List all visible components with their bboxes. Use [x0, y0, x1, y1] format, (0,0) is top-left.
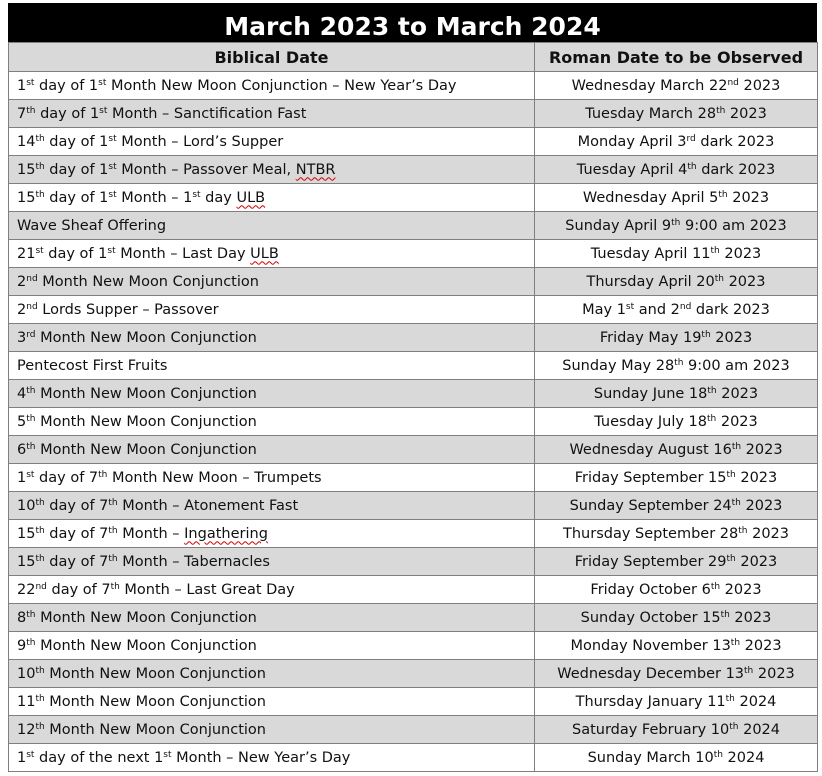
cell-text: Ingathering	[184, 525, 268, 542]
cell-text: day of 1	[43, 245, 108, 262]
ordinal-suffix: th	[714, 273, 724, 284]
biblical-date-cell	[9, 408, 535, 436]
biblical-date-cell	[9, 688, 535, 716]
cell-text: Tuesday April 4	[576, 161, 688, 178]
table-row	[9, 268, 818, 296]
cell-text: Month – Last Day	[115, 245, 251, 262]
ordinal-suffix: th	[35, 161, 45, 172]
roman-date-cell	[535, 380, 818, 408]
ordinal-suffix: th	[35, 189, 45, 200]
cell-text: Month New Moon Conjunction – New Year’s Day	[106, 77, 457, 94]
cell-text: 2023	[741, 441, 783, 458]
biblical-date-cell	[9, 492, 535, 520]
table-row	[9, 632, 818, 660]
table-row	[9, 744, 818, 772]
cell-text: Thursday January 11	[575, 693, 726, 710]
cell-text: Wave Sheaf Offering	[17, 217, 167, 234]
cell-text: Month New Moon Conjunction	[35, 609, 257, 626]
cell-text: 4	[17, 385, 27, 402]
cell-text: day of 7	[44, 553, 109, 570]
cell-text: Friday May 19	[599, 329, 702, 346]
cell-text: dark 2023	[696, 161, 776, 178]
roman-date-cell	[535, 492, 818, 520]
ordinal-suffix: th	[725, 693, 735, 704]
cell-text: 8	[17, 609, 27, 626]
ordinal-suffix: th	[731, 441, 742, 452]
biblical-date-cell	[9, 660, 535, 688]
biblical-date-cell	[9, 632, 535, 660]
ordinal-suffix: th	[108, 497, 118, 508]
ordinal-suffix: th	[35, 525, 45, 536]
biblical-date-cell	[9, 128, 535, 156]
cell-text: Wednesday August 16	[569, 441, 732, 458]
biblical-date-cell	[9, 464, 535, 492]
cell-text: day of 1	[44, 161, 109, 178]
cell-text: day of 7	[44, 497, 109, 514]
cell-text: Friday September 29	[574, 553, 727, 570]
cell-text: 2023	[710, 329, 753, 346]
cell-text: 2023	[735, 553, 778, 570]
ordinal-suffix: th	[726, 469, 736, 480]
biblical-date-cell	[9, 436, 535, 464]
ordinal-suffix: th	[744, 665, 754, 676]
roman-date-cell	[535, 744, 818, 772]
table-row	[9, 72, 818, 100]
cell-text: 2	[17, 273, 27, 290]
cell-text: Sunday June 18	[593, 385, 708, 402]
biblical-date-cell	[9, 380, 535, 408]
biblical-date-cell	[9, 156, 535, 184]
ordinal-suffix: th	[26, 385, 36, 396]
cell-text: Sunday April 9	[565, 217, 672, 234]
table-row	[9, 604, 818, 632]
ordinal-suffix: nd	[26, 301, 38, 312]
cell-text: Thursday April 20	[586, 273, 715, 290]
table-row	[9, 688, 818, 716]
cell-text: 2023	[727, 189, 770, 206]
biblical-date-cell	[9, 352, 535, 380]
ordinal-suffix: th	[98, 469, 108, 480]
cell-text: day of 1	[35, 105, 100, 122]
ordinal-suffix: th	[26, 609, 36, 620]
cell-text: 2023	[753, 665, 795, 682]
biblical-date-cell	[9, 100, 535, 128]
ordinal-suffix: th	[720, 609, 730, 620]
cell-text: Friday October 6	[590, 581, 711, 598]
table-row	[9, 492, 818, 520]
cell-text: Month New Moon Conjunction	[44, 665, 266, 682]
ordinal-suffix: th	[35, 693, 45, 704]
ordinal-suffix: st	[108, 133, 117, 144]
roman-date-cell	[535, 576, 818, 604]
ordinal-suffix: th	[35, 553, 45, 564]
cell-text: 6	[17, 441, 27, 458]
table-row	[9, 156, 818, 184]
cell-text: Monday November 13	[570, 637, 731, 654]
cell-text: Lords Supper – Passover	[37, 301, 219, 318]
cell-text: Month – Lord’s Supper	[116, 133, 284, 150]
ordinal-suffix: th	[701, 329, 711, 340]
cell-text: Tuesday July 18	[594, 413, 707, 430]
ordinal-suffix: st	[35, 245, 44, 256]
cell-text: Friday September 15	[574, 469, 727, 486]
cell-text: 21	[17, 245, 36, 262]
cell-text: 2024	[734, 693, 777, 710]
ordinal-suffix: st	[98, 77, 107, 88]
biblical-date-cell	[9, 72, 535, 100]
ordinal-suffix: th	[674, 357, 684, 368]
cell-text: day of 1	[34, 77, 99, 94]
roman-date-cell	[535, 464, 818, 492]
cell-text: Month –	[117, 525, 185, 542]
ordinal-suffix: th	[710, 581, 721, 592]
table-body	[9, 72, 818, 772]
cell-text: 5	[17, 413, 27, 430]
cell-text: Month New Moon Conjunction	[37, 273, 259, 290]
table-row	[9, 324, 818, 352]
cell-text: day of 1	[44, 189, 109, 206]
cell-text: Month New Moon Conjunction	[35, 413, 257, 430]
table-row	[9, 296, 818, 324]
cell-text: 15	[17, 525, 36, 542]
ordinal-suffix: nd	[679, 301, 692, 312]
cell-text: Month New Moon Conjunction	[44, 721, 266, 738]
cell-text: Monday April 3	[577, 133, 687, 150]
table-row	[9, 100, 818, 128]
ordinal-suffix: th	[729, 721, 739, 732]
cell-text: dark 2023	[695, 133, 775, 150]
ordinal-suffix: th	[687, 161, 697, 172]
ordinal-suffix: th	[707, 385, 717, 396]
ordinal-suffix: th	[713, 749, 723, 760]
ordinal-suffix: th	[108, 525, 118, 536]
cell-text: 10	[17, 665, 36, 682]
roman-date-cell	[535, 352, 818, 380]
cell-text: day of 7	[44, 525, 109, 542]
cell-text: Month – Sanctification Fast	[107, 105, 307, 122]
ordinal-suffix: rd	[686, 133, 696, 144]
roman-date-cell	[535, 296, 818, 324]
cell-text: 1	[17, 469, 27, 486]
cell-text: Month – 1	[116, 189, 193, 206]
cell-text: day of 7	[46, 581, 111, 598]
table-row	[9, 408, 818, 436]
ordinal-suffix: rd	[26, 329, 36, 340]
header-roman-date: Roman Date to be Observed	[535, 43, 818, 72]
cell-text: Wednesday March 22	[571, 77, 728, 94]
cell-text: 2023	[723, 273, 766, 290]
table-row	[9, 548, 818, 576]
table-row	[9, 436, 818, 464]
ordinal-suffix: th	[718, 189, 728, 200]
biblical-date-cell	[9, 240, 535, 268]
biblical-date-cell	[9, 296, 535, 324]
cell-text: 9:00 am 2023	[683, 357, 790, 374]
cell-text: 3	[17, 329, 27, 346]
cell-text: NTBR	[295, 161, 336, 178]
cell-text: Month – Atonement Fast	[117, 497, 299, 514]
cell-text: 9:00 am 2023	[680, 217, 787, 234]
ordinal-suffix: st	[26, 749, 35, 760]
ordinal-suffix: st	[108, 161, 117, 172]
ordinal-suffix: th	[35, 721, 45, 732]
roman-date-cell	[535, 324, 818, 352]
table-row	[9, 240, 818, 268]
cell-text: Wednesday December 13	[557, 665, 745, 682]
cell-text: 2023	[725, 105, 767, 122]
cell-text: Month – Last Great Day	[119, 581, 295, 598]
cell-text: 14	[17, 133, 36, 150]
ordinal-suffix: th	[710, 245, 720, 256]
ordinal-suffix: th	[738, 525, 748, 536]
biblical-date-cell	[9, 184, 535, 212]
cell-text: 2023	[735, 469, 778, 486]
biblical-date-cell	[9, 324, 535, 352]
ordinal-suffix: st	[108, 189, 117, 200]
ordinal-suffix: st	[107, 245, 116, 256]
table-row	[9, 716, 818, 744]
ordinal-suffix: th	[26, 413, 36, 424]
cell-text: Month – Passover Meal,	[116, 161, 296, 178]
ordinal-suffix: nd	[727, 77, 739, 88]
ordinal-suffix: th	[26, 637, 36, 648]
table-row	[9, 380, 818, 408]
ordinal-suffix: th	[26, 441, 36, 452]
biblical-date-cell	[9, 520, 535, 548]
ordinal-suffix: st	[192, 189, 201, 200]
ordinal-suffix: th	[35, 497, 45, 508]
roman-date-cell	[535, 72, 818, 100]
roman-date-cell	[535, 240, 818, 268]
table-row	[9, 128, 818, 156]
roman-date-cell	[535, 212, 818, 240]
cell-text: 2023	[716, 385, 759, 402]
ordinal-suffix: th	[716, 105, 726, 116]
cell-text: Month New Moon Conjunction	[35, 329, 257, 346]
calendar-document	[8, 3, 817, 772]
cell-text: day	[200, 189, 237, 206]
cell-text: 15	[17, 161, 36, 178]
cell-text: 9	[17, 637, 27, 654]
observance-table	[8, 42, 818, 772]
ordinal-suffix: th	[26, 105, 36, 116]
ordinal-suffix: th	[671, 217, 681, 228]
cell-text: 15	[17, 189, 36, 206]
roman-date-cell	[535, 184, 818, 212]
biblical-date-cell	[9, 268, 535, 296]
roman-date-cell	[535, 660, 818, 688]
cell-text: dark 2023	[691, 301, 770, 318]
biblical-date-cell	[9, 576, 535, 604]
ordinal-suffix: st	[625, 301, 635, 312]
cell-text: Month New Moon Conjunction	[44, 693, 266, 710]
cell-text: May 1	[582, 301, 626, 318]
roman-date-cell	[535, 436, 818, 464]
ordinal-suffix: th	[110, 581, 120, 592]
cell-text: 22	[17, 581, 36, 598]
cell-text: Wednesday April 5	[582, 189, 719, 206]
cell-text: day of 7	[34, 469, 99, 486]
cell-text: Sunday September 24	[569, 497, 732, 514]
cell-text: 1	[17, 749, 27, 766]
ordinal-suffix: th	[108, 553, 118, 564]
cell-text: 2023	[716, 413, 758, 430]
header-biblical-date: Biblical Date	[9, 43, 535, 72]
ordinal-suffix: nd	[35, 581, 47, 592]
biblical-date-cell	[9, 744, 535, 772]
cell-text: Month New Moon Conjunction	[35, 385, 257, 402]
roman-date-cell	[535, 632, 818, 660]
cell-text: 1	[17, 77, 27, 94]
biblical-date-cell	[9, 212, 535, 240]
cell-text: day of the next 1	[34, 749, 164, 766]
biblical-date-cell	[9, 604, 535, 632]
cell-text: 2023	[720, 581, 762, 598]
roman-date-cell	[535, 688, 818, 716]
ordinal-suffix: th	[707, 413, 717, 424]
cell-text: Month New Moon Conjunction	[35, 441, 257, 458]
cell-text: 2	[17, 301, 27, 318]
cell-text: 10	[17, 497, 36, 514]
cell-text: Tuesday April 11	[590, 245, 711, 262]
cell-text: 7	[17, 105, 27, 122]
cell-text: and 2	[634, 301, 680, 318]
cell-text: Thursday September 28	[563, 525, 739, 542]
ordinal-suffix: nd	[26, 273, 38, 284]
cell-text: Month – Tabernacles	[117, 553, 270, 570]
ordinal-suffix: th	[35, 665, 45, 676]
cell-text: 15	[17, 553, 36, 570]
cell-text: 2024	[738, 721, 780, 738]
roman-date-cell	[535, 156, 818, 184]
cell-text: Sunday March 10	[587, 749, 714, 766]
roman-date-cell	[535, 548, 818, 576]
ordinal-suffix: st	[26, 77, 35, 88]
roman-date-cell	[535, 604, 818, 632]
roman-date-cell	[535, 408, 818, 436]
roman-date-cell	[535, 128, 818, 156]
table-row	[9, 660, 818, 688]
cell-text: ULB	[236, 189, 266, 206]
ordinal-suffix: th	[731, 497, 741, 508]
cell-text: 12	[17, 721, 36, 738]
cell-text: Pentecost First Fruits	[17, 357, 168, 374]
cell-text: 2023	[747, 525, 789, 542]
cell-text: Tuesday March 28	[585, 105, 717, 122]
ordinal-suffix: st	[99, 105, 108, 116]
cell-text: 2024	[722, 749, 765, 766]
roman-date-cell	[535, 520, 818, 548]
biblical-date-cell	[9, 716, 535, 744]
cell-text: 11	[17, 693, 36, 710]
cell-text: 2023	[719, 245, 762, 262]
table-row	[9, 576, 818, 604]
table-row	[9, 464, 818, 492]
cell-text: Month New Moon Conjunction	[35, 637, 257, 654]
cell-text: Saturday February 10	[571, 721, 730, 738]
cell-text: 2023	[729, 609, 772, 626]
cell-text: Sunday October 15	[580, 609, 721, 626]
cell-text: Month – New Year’s Day	[171, 749, 351, 766]
cell-text: 2023	[740, 497, 783, 514]
table-row	[9, 212, 818, 240]
cell-text: 2023	[740, 637, 782, 654]
ordinal-suffix: th	[35, 133, 45, 144]
table-row	[9, 520, 818, 548]
biblical-date-cell	[9, 548, 535, 576]
roman-date-cell	[535, 716, 818, 744]
page-title: March 2023 to March 2024	[8, 3, 817, 42]
roman-date-cell	[535, 100, 818, 128]
table-header-row	[9, 43, 818, 72]
cell-text: day of 1	[44, 133, 109, 150]
ordinal-suffix: th	[726, 553, 736, 564]
cell-text: Sunday May 28	[562, 357, 675, 374]
table-row	[9, 184, 818, 212]
roman-date-cell	[535, 268, 818, 296]
cell-text: 2023	[738, 77, 781, 94]
cell-text: ULB	[250, 245, 279, 262]
ordinal-suffix: th	[730, 637, 741, 648]
cell-text: Month New Moon – Trumpets	[107, 469, 322, 486]
ordinal-suffix: st	[26, 469, 35, 480]
ordinal-suffix: st	[163, 749, 172, 760]
table-row	[9, 352, 818, 380]
